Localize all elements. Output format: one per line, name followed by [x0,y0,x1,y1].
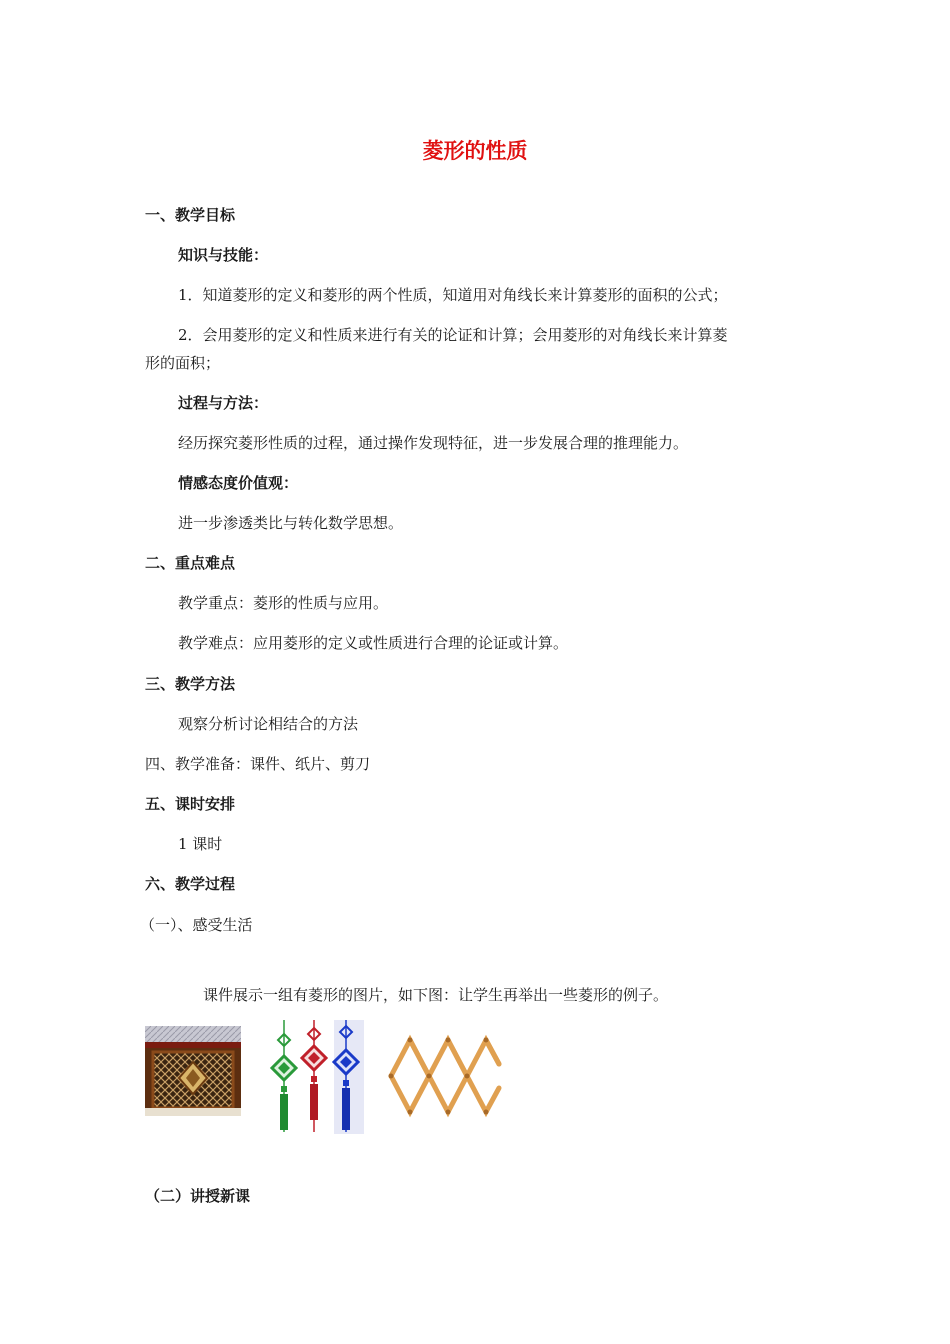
section-heading-process: 六、教学过程 [145,875,236,893]
preparation-line: 四、教学准备：课件、纸片、剪刀 [145,755,371,773]
objective-item-2-line1: 2．会用菱形的定义和性质来进行有关的论证和计算；会用菱形的对角线长来计算菱 [178,326,728,344]
subheading-process-method: 过程与方法： [178,394,269,412]
section-heading-method: 三、教学方法 [145,675,236,693]
attitude-text: 进一步渗透类比与转化数学思想。 [178,514,404,532]
chinese-knots-image [268,1020,364,1134]
section-heading-objectives: 一、教学目标 [145,206,236,224]
document-title: 菱形的性质 [422,139,528,163]
schedule-text: 1 课时 [178,835,223,853]
method-text: 观察分析讨论相结合的方法 [178,715,359,733]
difficult-point-text: 教学难点：应用菱形的定义或性质进行合理的论证或计算。 [178,634,569,652]
part-1-text: 课件展示一组有菱形的图片，如下图：让学生再举出一些菱形的例子。 [203,986,669,1004]
objective-item-2-line2: 形的面积； [145,354,221,372]
key-point-text: 教学重点：菱形的性质与应用。 [178,594,389,612]
process-text: 经历探究菱形性质的过程，通过操作发现特征，进一步发展合理的推理能力。 [178,434,689,452]
part-2-heading: （二）讲授新课 [145,1187,251,1205]
section-heading-schedule: 五、课时安排 [145,795,236,813]
section-heading-key-points: 二、重点难点 [145,554,236,572]
expandable-rack-image [387,1034,503,1118]
subheading-knowledge-skills: 知识与技能： [178,246,269,264]
window-lattice-image [145,1026,241,1116]
objective-item-1: 1．知道菱形的定义和菱形的两个性质，知道用对角线长来计算菱形的面积的公式； [178,286,728,304]
subheading-attitude: 情感态度价值观： [178,474,299,492]
part-1-heading: （一）、感受生活 [140,916,253,934]
